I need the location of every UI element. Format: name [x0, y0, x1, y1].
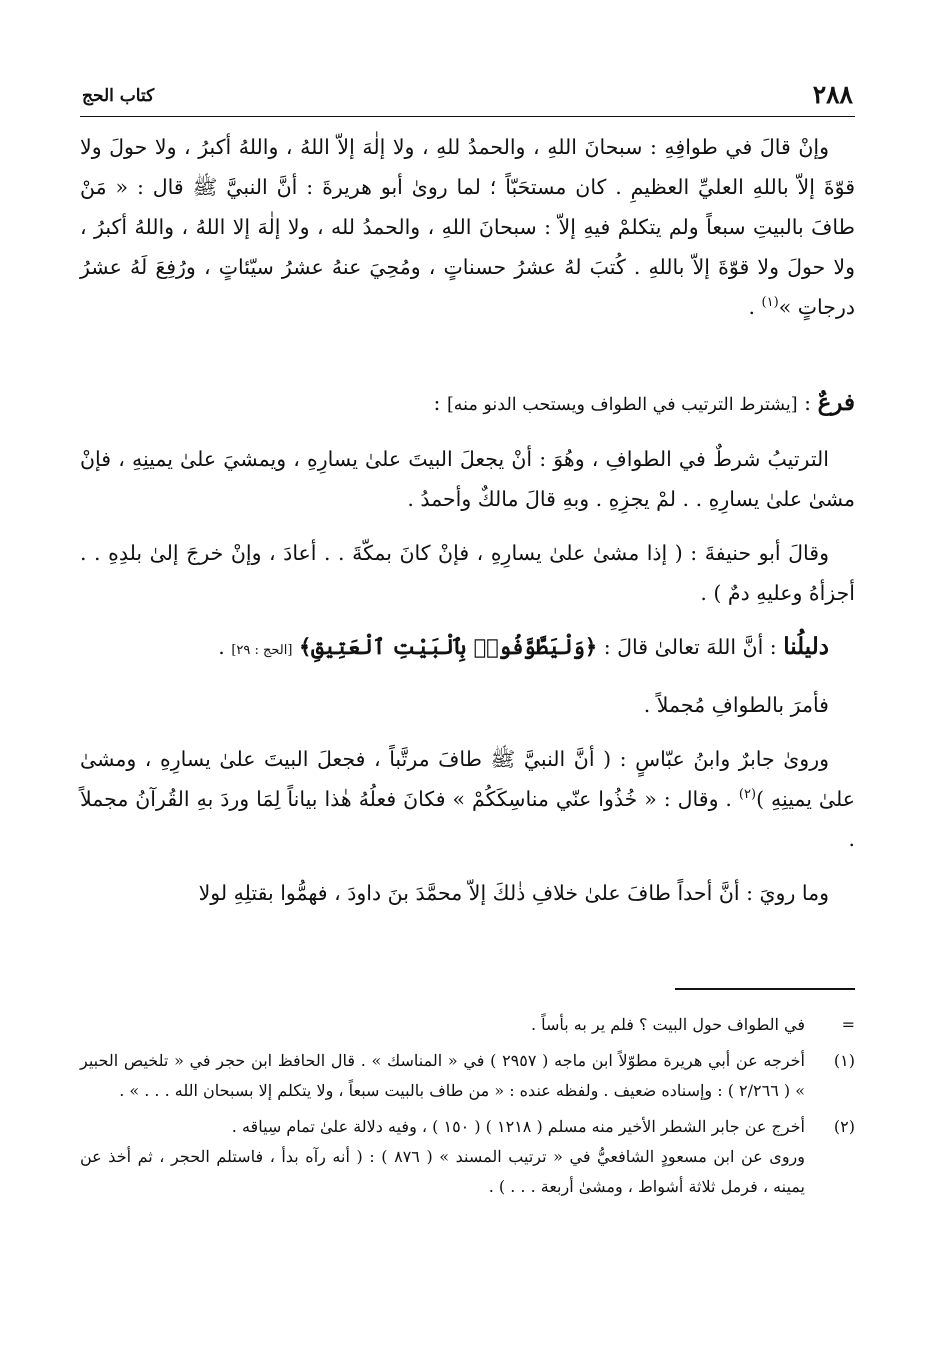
paragraph-ruwiya: وما رويَ : أنَّ أحداً طافَ علىٰ خلافِ ذٰلكَ إلاّ محمَّدَ بنَ داودَ ، فهمُّوا بقتلِهِ لولا — [198, 881, 829, 905]
jabir-text-2: . وقال : « خُذُوا عنّي مناسِكَكُمْ » فكانَ فعلُهُ هٰذا بياناً لِمَا وردَ بهِ القُرآنُ مجملاً . — [80, 787, 855, 851]
far-label: فرعٌ — [817, 389, 855, 416]
quran-verse: ﴿وَلْيَطَّوَّفُوا۟ بِٱلْبَيْتِ ٱلْعَتِيقِ﴾ — [298, 634, 598, 659]
footnote-mark: (١) — [833, 1051, 855, 1070]
quran-reference: [الحج : ٢٩] — [231, 643, 293, 658]
far-sep: : — [797, 391, 818, 415]
main-text — [80, 127, 855, 913]
page-number: ٢٨٨ — [812, 80, 853, 109]
far-end: : — [433, 391, 447, 415]
jabir-text: وروىٰ جابرٌ وابنُ عبّاسٍ : ( أنَّ النبيَّ ﷺ طافَ مرتَّباً ، فجعلَ البيتَ علىٰ يسارِهِ ، ومشىٰ علىٰ يمينِهِ ) — [80, 747, 855, 811]
footnotes — [80, 1010, 855, 1208]
footnote-line: وروى عن ابن مسعودٍ الشافعيُّ في « ترتيب المسند » ( ٨٧٦ ) : ( أنه رآه بدأ ، فاستلم الحجر ، ثم أخذ عن يمينه ، فرمل ثلاثة أشواط ، ومشىٰ أربعة . . . ) . — [80, 1147, 805, 1196]
book-page — [80, 82, 855, 1352]
footnote-2 — [80, 1112, 855, 1202]
paragraph-abu-hanifa: وقالَ أبو حنيفةَ : ( إذا مشىٰ علىٰ يسارِهِ ، فإنْ كانَ بمكّةَ . . أعادَ ، وإنْ خرجَ إلىٰ بلدِهِ . . أجزأهُ وعليهِ دمٌ ) . — [80, 541, 855, 605]
footnote-ref-2[interactable]: (٢) — [738, 787, 757, 803]
intro-end: . — [748, 295, 762, 319]
section-gap — [80, 341, 855, 383]
footnote-mark: = — [841, 1015, 855, 1034]
paragraph-amr: فأمرَ بالطوافِ مُجملاً . — [643, 693, 829, 717]
footnote-continuation — [80, 1010, 855, 1040]
paragraph-dalil — [80, 627, 855, 671]
footnote-1 — [80, 1046, 855, 1106]
footnote-line: أخرج عن جابر الشطر الأخير منه مسلم ( ١٢١٨ ) ( ١٥٠ ) ، وفيه دلالة علىٰ تمام سِياقه . — [231, 1117, 805, 1136]
running-title: كتاب الحج — [82, 86, 155, 106]
footnote-line: في الطواف حول البيت ؟ فلم ير به بأساً . — [530, 1015, 805, 1034]
dalil-text: : أنَّ اللهَ تعالىٰ قالَ : — [597, 635, 784, 659]
paragraph-jabir — [80, 739, 855, 859]
footnote-ref-1[interactable]: (١) — [761, 295, 779, 311]
dalil-label: دليلُنا — [783, 633, 829, 660]
footnote-mark: (٢) — [833, 1117, 855, 1136]
paragraph-intro — [80, 127, 855, 327]
intro-text: وإنْ قالَ في طوافِهِ : سبحانَ اللهِ ، والحمدُ للهِ ، ولا إلٰهَ إلاّ اللهُ ، واللهُ أكبرُ ، ولا حولَ ولا قوّةَ إلاّ باللهِ العليِّ العظيمِ . كان مستحَبّاً ؛ لما روىٰ أبو هريرةَ : أنَّ النبيَّ ﷺ قال : « مَنْ طافَ بالبيتِ سبعاً ولم يتكلمْ فيهِ إلاّ : سبحانَ اللهِ ، والحمدُ لله ، ولا إلٰهَ إلا اللهُ ، واللهُ أكبرُ ، ولا حولَ ولا قوّةَ إلاّ باللهِ . كُتبَ لهُ عشرُ حسناتٍ ، ومُحِيَ عنهُ عشرُ سيّئاتٍ ، ورُفِعَ لَهُ عشرُ درجاتٍ » — [80, 135, 855, 319]
page-header — [80, 82, 855, 117]
far-heading: [يشترط الترتيب في الطواف ويستحب الدنو منه] — [446, 395, 798, 415]
section-heading — [80, 383, 855, 425]
footnote-divider — [675, 988, 855, 990]
paragraph-tarteeb: الترتيبُ شرطٌ في الطوافِ ، وهُوَ : أنْ يجعلَ البيتَ علىٰ يسارِهِ ، ويمشيَ علىٰ يمينِهِ ، فإنْ مشىٰ علىٰ يسارِهِ . . لمْ يجزِهِ . وبهِ قالَ مالكٌ وأحمدُ . — [80, 447, 855, 511]
dalil-end: . — [218, 635, 232, 659]
footnote-line: أخرجه عن أبي هريرة مطوّلاً ابن ماجه ( ٢٩٥٧ ) في « المناسك » . قال الحافظ ابن حجر في « تلخيص الحبير » ( ٢/٢٦٦ ) : وإسناده ضعيف . ولفظه عنده : « من طاف بالبيت سبعاً ، ولا يتكلم إلا بسبحان الله . . . » . — [80, 1051, 805, 1100]
